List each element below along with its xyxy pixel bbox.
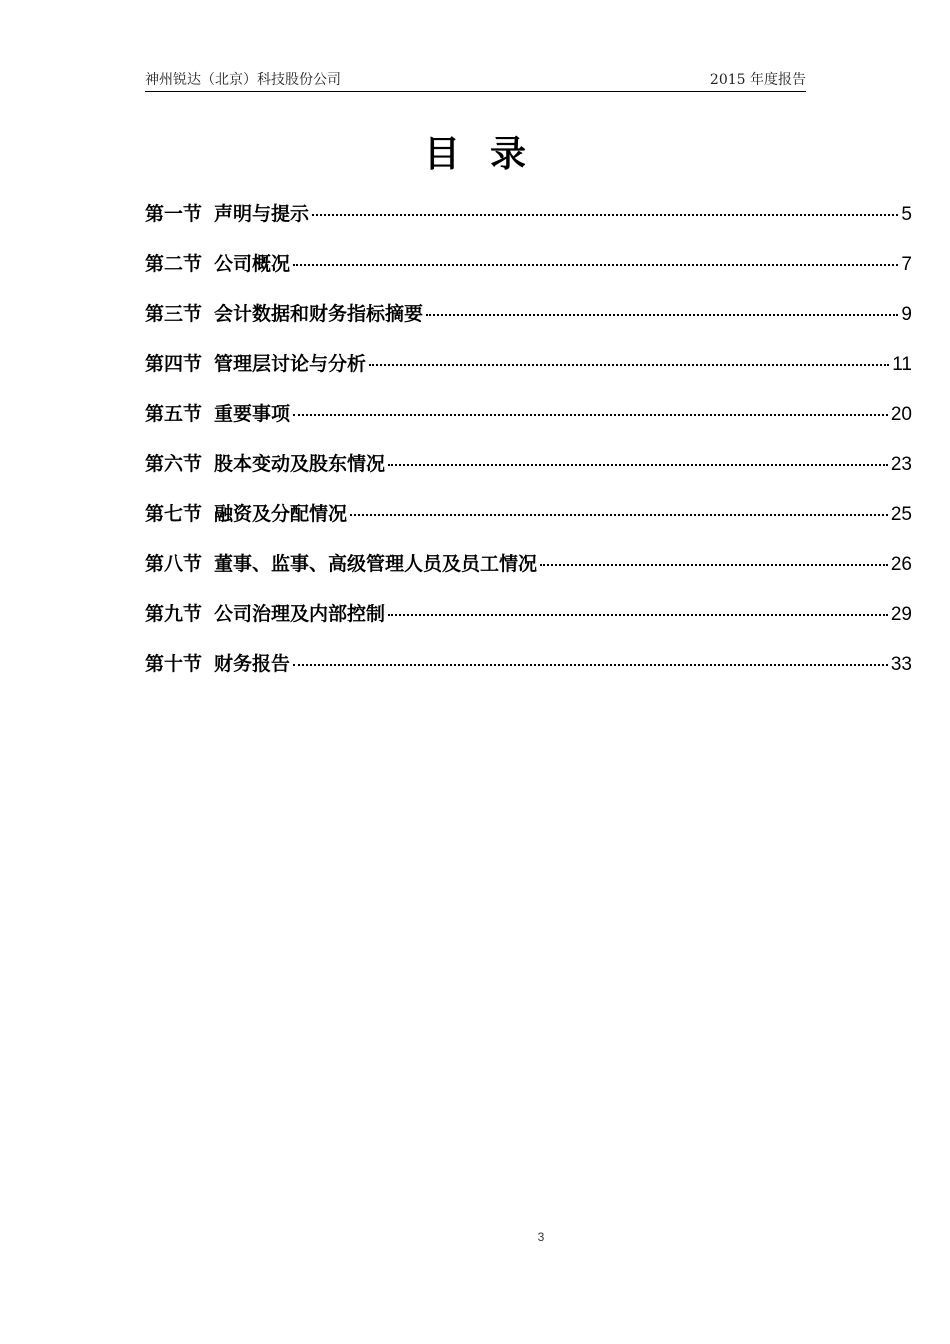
toc-section-name: 管理层讨论与分析 xyxy=(214,353,367,375)
toc-page-number: 29 xyxy=(890,604,912,625)
toc-page-number: 7 xyxy=(901,254,912,275)
toc-dot-leader xyxy=(293,414,888,416)
toc-section-label: 第九节 xyxy=(145,603,203,625)
toc-entry-10[interactable] xyxy=(145,646,912,696)
toc-page-number: 25 xyxy=(890,504,912,525)
toc-page-number: 9 xyxy=(901,304,912,325)
toc-page-number: 26 xyxy=(890,554,912,575)
toc-entry-3[interactable] xyxy=(145,296,912,346)
toc-page-number: 20 xyxy=(890,404,912,425)
toc-section-label: 第八节 xyxy=(145,553,203,575)
toc-section-label: 第七节 xyxy=(145,503,203,525)
toc-section-name: 声明与提示 xyxy=(214,203,310,225)
toc-page-number: 23 xyxy=(890,454,912,475)
header-report-title: 2015 年度报告 xyxy=(709,72,806,88)
toc-page-number: 11 xyxy=(892,354,912,375)
toc-dot-leader xyxy=(312,214,898,216)
toc-title: 目录 xyxy=(423,134,556,175)
toc-page-number: 5 xyxy=(901,204,912,225)
toc-entry-1[interactable] xyxy=(145,196,912,246)
toc-dot-leader xyxy=(293,664,888,666)
toc-section-label: 第一节 xyxy=(145,203,203,225)
toc-section-label: 第六节 xyxy=(145,453,203,475)
toc-section-name: 董事、监事、高级管理人员及员工情况 xyxy=(214,553,538,575)
page-number: 3 xyxy=(537,1230,545,1244)
toc-section-label: 第五节 xyxy=(145,403,203,425)
toc-dot-leader xyxy=(388,614,888,616)
toc-section-name: 公司治理及内部控制 xyxy=(214,603,386,625)
toc-dot-leader xyxy=(369,364,889,366)
page-header xyxy=(145,66,806,92)
toc-section-label: 第四节 xyxy=(145,353,203,375)
toc-section-name: 财务报告 xyxy=(214,653,291,675)
toc-entry-5[interactable] xyxy=(145,396,912,446)
toc-entry-8[interactable] xyxy=(145,546,912,596)
toc-page-number: 33 xyxy=(890,654,912,675)
toc-entry-9[interactable] xyxy=(145,596,912,646)
toc-dot-leader xyxy=(293,264,898,266)
toc-entry-4[interactable] xyxy=(145,346,912,396)
table-of-contents xyxy=(145,196,912,696)
toc-dot-leader xyxy=(426,314,898,316)
toc-section-name: 融资及分配情况 xyxy=(214,503,348,525)
toc-section-name: 公司概况 xyxy=(214,253,291,275)
toc-entry-7[interactable] xyxy=(145,496,912,546)
toc-section-label: 第二节 xyxy=(145,253,203,275)
toc-section-label: 第三节 xyxy=(145,303,203,325)
toc-entry-6[interactable] xyxy=(145,446,912,496)
header-company-name: 神州锐达（北京）科技股份公司 xyxy=(145,72,341,88)
toc-section-name: 股本变动及股东情况 xyxy=(214,453,386,475)
toc-section-name: 重要事项 xyxy=(214,403,291,425)
toc-entry-2[interactable] xyxy=(145,246,912,296)
toc-section-label: 第十节 xyxy=(145,653,203,675)
toc-dot-leader xyxy=(540,564,888,566)
toc-section-name: 会计数据和财务指标摘要 xyxy=(214,303,424,325)
toc-dot-leader xyxy=(388,464,888,466)
toc-dot-leader xyxy=(350,514,888,516)
